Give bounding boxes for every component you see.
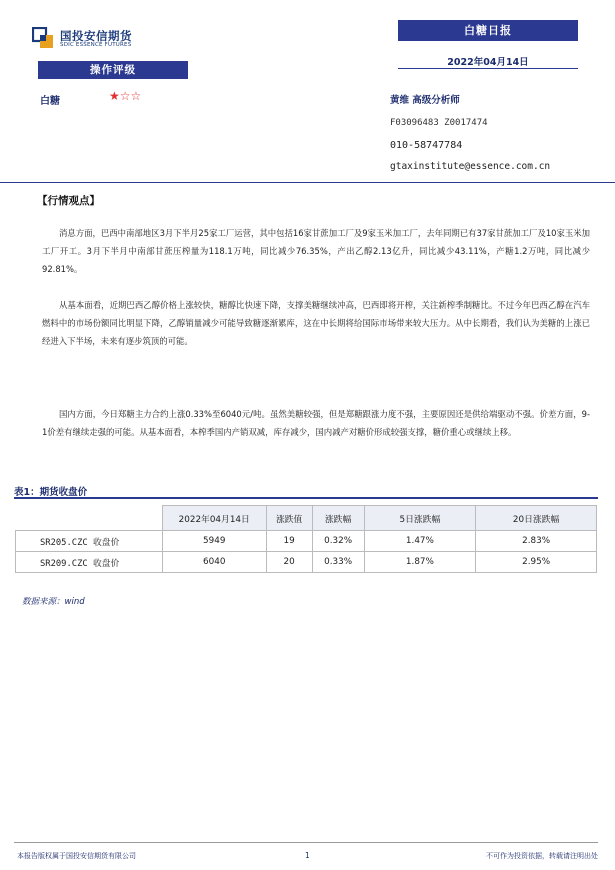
data-source-note: 数据来源：wind [22, 597, 85, 607]
market-view-paragraph: 国内方面，今日郑糖主力合约上涨0.33%至6040元/吨。虽然美糖较强，但是郑糖跟涨力度不强，主要原因还是供给端驱动不强。价差方面，9-1价差有继续走强的可能。从基本面看，本榨季国内产销双减，库存减少，国内减产对糖价形成较强支撑，糖价重心或继续上移。 [42, 409, 590, 438]
table-cell-close: 5949 [162, 531, 266, 552]
rating-stars [109, 89, 141, 103]
table-cell-5d-pct: 1.87% [364, 552, 476, 573]
footer-copyright: 本报告版权属于国投安信期货有限公司 [17, 852, 136, 860]
table-header-change: 涨跌值 [266, 506, 312, 531]
commodity-name: 白糖 [40, 96, 60, 107]
footer-disclaimer: 不可作为投资依据，转载请注明出处 [486, 852, 598, 860]
table-header-date: 2022年04月14日 [162, 506, 266, 531]
table-cell-contract: SR205.CZC 收盘价 [16, 531, 163, 552]
table-header-blank [16, 506, 163, 531]
table-header-5d-pct: 5日涨跌幅 [364, 506, 476, 531]
analyst-license: F03096483 Z0017474 [390, 118, 488, 128]
contact-phone: 010-58747784 [390, 140, 463, 151]
table-cell-change: 19 [266, 531, 312, 552]
report-date: 2022年04月14日 [447, 57, 529, 68]
table-cell-change-pct: 0.33% [312, 552, 364, 573]
page-number: 1 [305, 851, 310, 860]
table-header-20d-pct: 20日涨跌幅 [476, 506, 597, 531]
table-cell-20d-pct: 2.95% [476, 552, 597, 573]
analyst-name: 黄维 高级分析师 [390, 95, 460, 106]
star-rating-icon: ★☆☆ [109, 89, 142, 103]
table-cell-20d-pct: 2.83% [476, 531, 597, 552]
operation-rating-banner: 操作评级 [38, 61, 188, 79]
table-cell-contract: SR209.CZC 收盘价 [16, 552, 163, 573]
table-title-rule [14, 497, 598, 499]
company-logo-icon [32, 27, 54, 49]
table-cell-change-pct: 0.32% [312, 531, 364, 552]
table-row [16, 552, 597, 573]
table-header-row [16, 506, 597, 531]
table-title: 表1：期货收盘价 [14, 487, 88, 498]
table-row [16, 531, 597, 552]
market-view-title: 【行情观点】 [37, 195, 100, 207]
header-divider [0, 182, 615, 183]
market-view-paragraph: 从基本面看，近期巴西乙醇价格上涨较快，糖醇比快速下降，支撑美糖继续冲高，巴西即将开榨，关注新榨季制糖比。不过今年巴西乙醇在汽车燃料中的市场份额同比明显下降，乙醇销量减少可能导致糖逐渐累库，这在中长期将给国际市场带来较大压力。从中长期看，我们认为美糖的上涨已经进入下半场，未来有逐步筑顶的可能。 [42, 300, 590, 347]
market-view-paragraph: 消息方面，巴西中南部地区3月下半月25家工厂运营，其中包括16家甘蔗加工厂及9家玉米加工厂，去年同期已有37家甘蔗加工厂及10家玉米加工厂开工。3月下半月中南部甘蔗压榨量为118.1万吨，同比减少76.35%，产出乙醇2.13亿升，同比减少43.11%，产糖1.2万吨，同比减少92.81%。 [42, 228, 590, 275]
futures-close-table [15, 505, 597, 573]
table-cell-5d-pct: 1.47% [364, 531, 476, 552]
table-header-change-pct: 涨跌幅 [312, 506, 364, 531]
contact-email[interactable]: gtaxinstitute@essence.com.cn [390, 161, 551, 172]
footer-divider [14, 842, 598, 843]
table-cell-close: 6040 [162, 552, 266, 573]
report-type-banner: 白糖日报 [398, 20, 578, 41]
date-underline [398, 68, 578, 69]
company-logo [32, 27, 152, 55]
logo-name-en: SDIC ESSENCE FUTURES [60, 42, 132, 48]
table-cell-change: 20 [266, 552, 312, 573]
logo-name-cn: 国投安信期货 [60, 29, 132, 43]
